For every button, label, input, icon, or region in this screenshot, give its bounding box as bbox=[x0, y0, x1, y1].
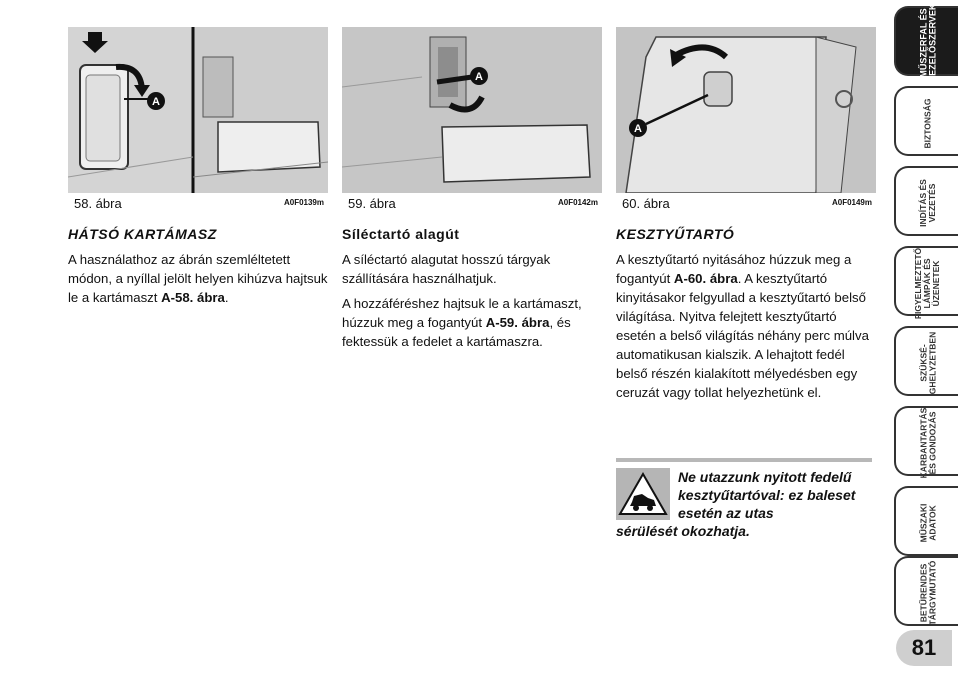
figure-60 bbox=[616, 27, 876, 213]
warning-text-lead: Ne utazzunk nyitott fedelű kesztyűtartóval: ez baleset esetén az utas bbox=[678, 469, 856, 521]
figure-reference: A-60. ábra bbox=[673, 271, 738, 286]
section-title: HÁTSÓ KARTÁMASZ bbox=[68, 226, 217, 242]
tab-label: KARBANTARTÁS ÉS GONDOZÁS bbox=[918, 407, 938, 479]
ski-tunnel-section bbox=[342, 226, 602, 357]
rear-armrest-section bbox=[68, 226, 328, 313]
figure-58 bbox=[68, 27, 328, 213]
tab-label: SZÜKSÉ- GHELYZETBEN bbox=[917, 331, 937, 395]
section-paragraph: A síléctartó alagutat hosszú tárgyak szállítására használhatjuk. bbox=[342, 252, 551, 286]
figure-caption bbox=[68, 193, 328, 213]
warning-text-end: sérülését okozhatja. bbox=[616, 523, 750, 539]
figure-code: A0F0142m bbox=[557, 198, 598, 207]
paragraph-text: A használathoz az ábrán szemléltetett módon, a nyíllal jelölt helyen kihúzva hajtsuk le a kartámaszt bbox=[68, 252, 328, 305]
tab-label: MŰSZAKI ADATOK bbox=[917, 503, 937, 543]
warning-bar bbox=[616, 458, 872, 462]
warning-text bbox=[616, 468, 872, 540]
tab-label: FIGYELMEZTETŐ LÁMPÁK ÉS ÜZENETEK bbox=[913, 247, 942, 319]
glovebox-illustration bbox=[616, 27, 876, 193]
figure-reference: A-59. ábra bbox=[485, 315, 550, 330]
paragraph-text: , és fektessük a fedelet a kartámaszra. bbox=[342, 315, 571, 349]
figure-reference: A-58. ábra bbox=[161, 290, 225, 305]
paragraph-text: . bbox=[224, 290, 229, 305]
figure-code: A0F0149m bbox=[831, 198, 872, 207]
figure-label: 58. ábra bbox=[74, 196, 122, 211]
section-title: KESZTYŰTARTÓ bbox=[616, 226, 735, 242]
section-paragraph bbox=[616, 250, 876, 402]
section-paragraph bbox=[68, 250, 328, 307]
tab-safety[interactable] bbox=[894, 86, 958, 156]
tab-instrument-panel[interactable] bbox=[894, 3, 958, 83]
tab-warning-lights[interactable] bbox=[894, 246, 958, 319]
figure-label: 60. ábra bbox=[622, 196, 670, 211]
tab-emergency[interactable] bbox=[894, 326, 958, 396]
paragraph-text: A hozzáféréshez hajtsuk le a kartámaszt, húzzuk meg a fogantyút bbox=[342, 296, 582, 330]
callout-a: A bbox=[475, 71, 483, 83]
chapter-tabs bbox=[886, 0, 960, 677]
tab-maintenance[interactable] bbox=[894, 406, 958, 479]
paragraph-text: A kesztyűtartó nyitásához húzzuk meg a fogantyút bbox=[616, 252, 852, 286]
tab-label: MŰSZERFAL ÉS KEZELŐSZERVEK bbox=[918, 3, 938, 83]
tab-index[interactable] bbox=[894, 556, 958, 626]
tab-label: BIZTONSÁG bbox=[922, 98, 933, 148]
tab-label: INDÍTÁS ÉS VEZETÉS bbox=[917, 179, 937, 227]
figure-caption bbox=[342, 193, 602, 213]
tab-starting-driving[interactable] bbox=[894, 166, 958, 236]
figure-caption bbox=[616, 193, 876, 213]
figure-label: 59. ábra bbox=[348, 196, 396, 211]
tab-label: BETŰRENDES TÁRGYMUTATÓ bbox=[918, 560, 937, 626]
paragraph-text: . A kesztyűtartó kinyitásakor felgyullad a kesztyűtartó belső világítása. Nyitva felejtett kesztyűtartó esetén a belső világítás néhány perc múlva automatikusan kialszik. A lehajtott fedél belső részén kialakított mélyedésben egy ceruzát vagy tollat helyezhetünk el. bbox=[616, 271, 869, 400]
tab-technical-data[interactable] bbox=[894, 486, 958, 556]
figure-code: A0F0139m bbox=[283, 198, 324, 207]
section-title: Síléctartó alagút bbox=[342, 226, 460, 242]
callout-a: A bbox=[634, 123, 642, 135]
page-number: 81 bbox=[896, 630, 952, 666]
rear-armrest-illustration bbox=[68, 27, 328, 193]
figure-59 bbox=[342, 27, 602, 213]
ski-tunnel-illustration bbox=[342, 27, 602, 193]
section-paragraph bbox=[342, 294, 602, 351]
callout-a: A bbox=[152, 96, 160, 108]
glovebox-section bbox=[616, 226, 876, 408]
